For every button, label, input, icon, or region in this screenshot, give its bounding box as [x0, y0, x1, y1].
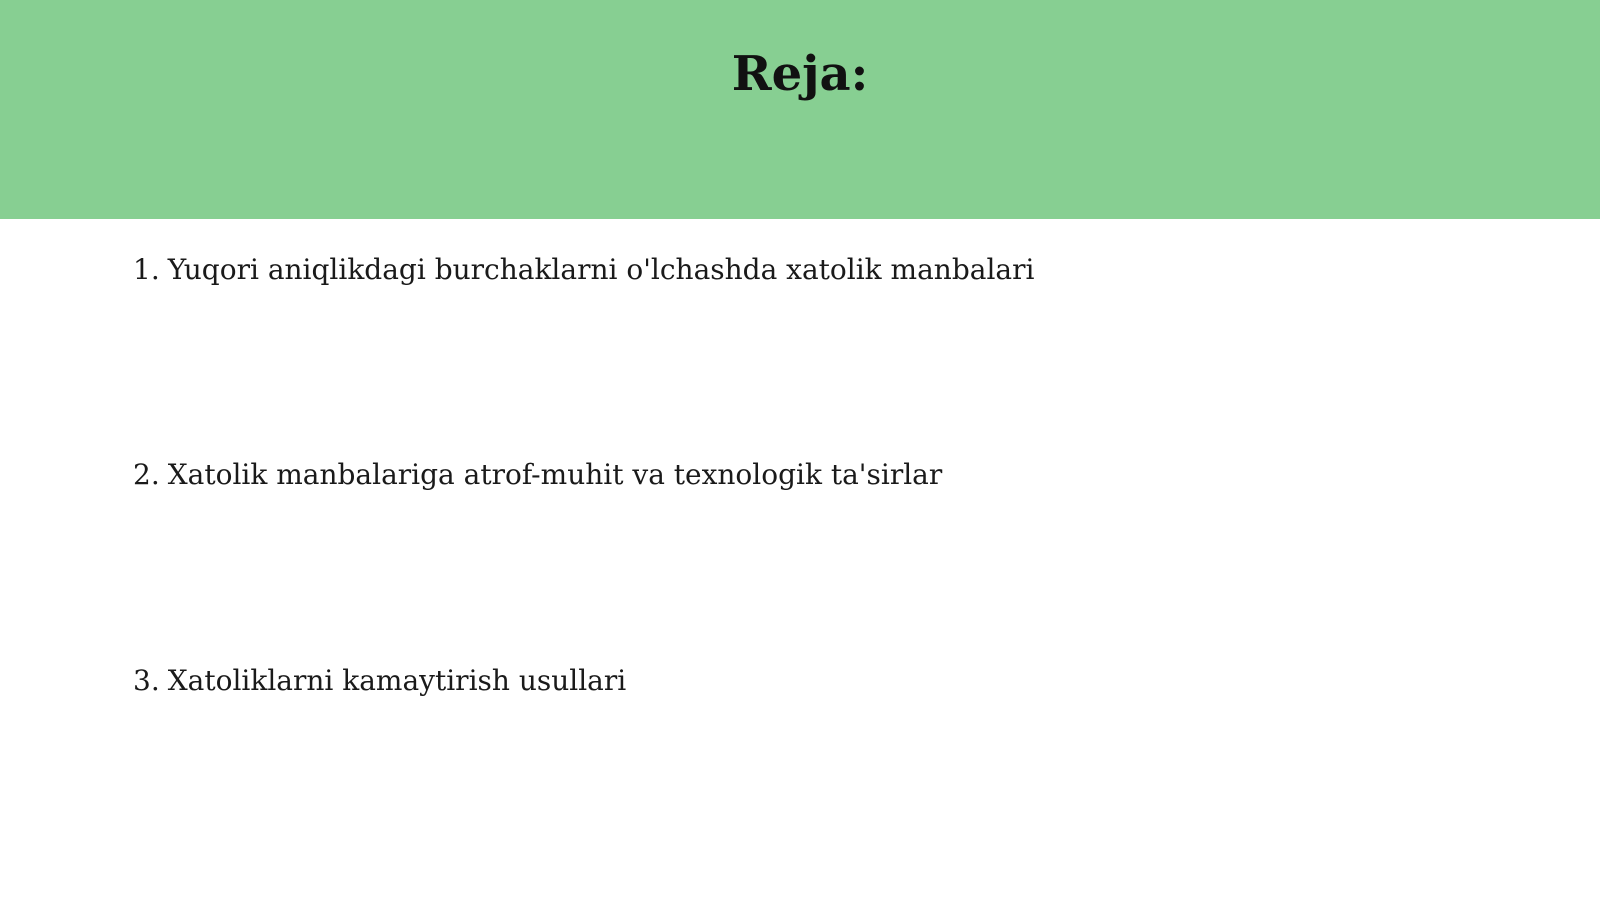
plan-item-number: 2. — [133, 458, 160, 491]
plan-item-text: Xatoliklarni kamaytirish usullari — [167, 664, 627, 697]
plan-item-text: Yuqori aniqlikdagi burchaklarni o'lchashda xatolik manbalari — [167, 253, 1035, 286]
plan-item-2 — [133, 455, 942, 495]
plan-item-number: 3. — [133, 664, 160, 697]
plan-item-3 — [133, 661, 626, 701]
plan-item-1 — [133, 250, 1034, 290]
plan-item-text: Xatolik manbalariga atrof-muhit va texnologik ta'sirlar — [167, 458, 943, 491]
plan-item-number: 1. — [133, 253, 160, 286]
slide-title: Reja: — [731, 46, 869, 102]
